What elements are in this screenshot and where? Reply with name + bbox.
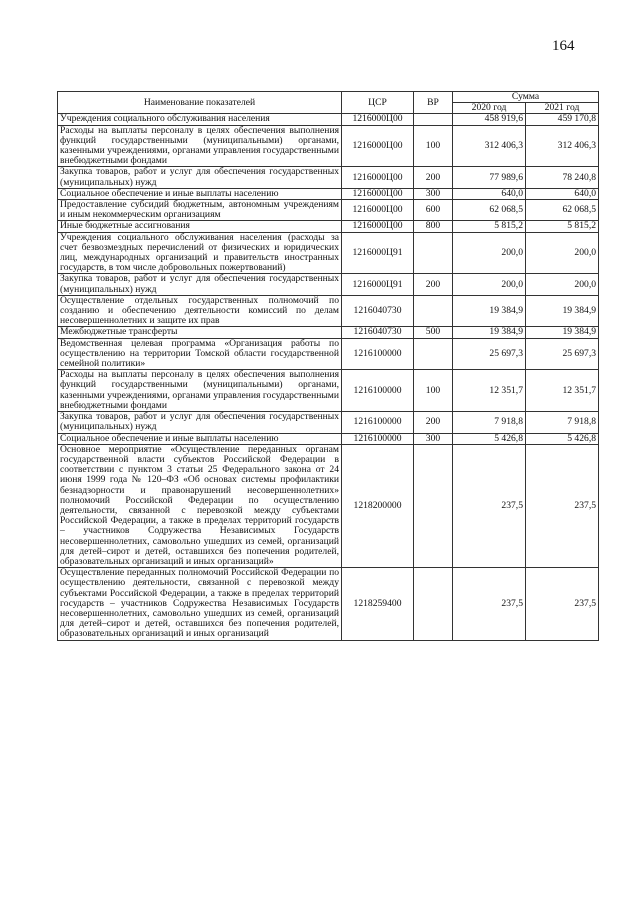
- header-year-2021: 2021 год: [526, 103, 599, 114]
- table-row: [58, 274, 599, 295]
- row-name: Социальное обеспечение и иные выплаты населению: [58, 188, 342, 199]
- row-sum-2020: 237,5: [453, 568, 526, 640]
- row-sum-2021: 78 240,8: [526, 167, 599, 188]
- row-name: Закупка товаров, работ и услуг для обеспечения государственных (муниципальных) нужд: [58, 274, 342, 295]
- row-csr: 1216000Ц91: [342, 232, 414, 274]
- row-sum-2021: 62 068,5: [526, 200, 599, 221]
- row-vr: 800: [414, 221, 453, 232]
- row-name: Межбюджетные трансферты: [58, 327, 342, 338]
- row-name: Социальное обеспечение и иные выплаты населению: [58, 433, 342, 444]
- row-csr: 1216000Ц00: [342, 221, 414, 232]
- row-sum-2020: 19 384,9: [453, 327, 526, 338]
- table-row: [58, 444, 599, 567]
- row-vr: 300: [414, 188, 453, 199]
- row-sum-2021: 19 384,9: [526, 327, 599, 338]
- table-row: [58, 338, 599, 370]
- row-csr: 1216000Ц91: [342, 274, 414, 295]
- row-csr: 1218200000: [342, 444, 414, 567]
- row-csr: 1216000Ц00: [342, 125, 414, 167]
- row-name: Основное мероприятие «Осуществление переданных органам государственной власти субъектов Российской Федерации в соответствии с пунктом 3 статьи 25 Федерального закона от 24 июня 1999 года № 120–ФЗ «Об основах системы профилактики безнадзорности и правонарушений несовершеннолетних» полномочий Российской Федерации по осуществлению деятельности, связанной с перевозкой между субъектами Российской Федерации, а также в пределах территорий государств – участников Содружества Независимых Государств несовершеннолетних, самовольно ушедших из семей, организаций для детей–сирот и детей, оставшихся без попечения родителей, образовательных организаций и иных организаций»: [58, 444, 342, 567]
- row-name: Расходы на выплаты персоналу в целях обеспечения выполнения функций государственными (муниципальными) органами, казенными учреждениями, органами управления государственными внебюджетными фондами: [58, 125, 342, 167]
- row-sum-2020: 200,0: [453, 274, 526, 295]
- table-row: [58, 125, 599, 167]
- table-row: [58, 370, 599, 412]
- row-name: Иные бюджетные ассигнования: [58, 221, 342, 232]
- table-row: [58, 188, 599, 199]
- table-row: [58, 327, 599, 338]
- row-csr: 1216000Ц00: [342, 167, 414, 188]
- row-sum-2021: 5 426,8: [526, 433, 599, 444]
- row-sum-2020: 19 384,9: [453, 295, 526, 327]
- table-row: [58, 221, 599, 232]
- row-name: Расходы на выплаты персоналу в целях обеспечения выполнения функций государственными (муниципальными) органами, казенными учреждениями, органами управления государственными внебюджетными фондами: [58, 370, 342, 412]
- header-year-2020: 2020 год: [453, 103, 526, 114]
- row-csr: 1216000Ц00: [342, 188, 414, 199]
- row-sum-2021: 5 815,2: [526, 221, 599, 232]
- row-sum-2021: 19 384,9: [526, 295, 599, 327]
- table-row: [58, 200, 599, 221]
- table-header: [58, 92, 599, 114]
- header-csr: ЦСР: [342, 92, 414, 114]
- table-row: [58, 114, 599, 125]
- row-vr: 300: [414, 433, 453, 444]
- row-sum-2020: 77 989,6: [453, 167, 526, 188]
- page-number: 164: [552, 38, 575, 54]
- row-sum-2021: 237,5: [526, 444, 599, 567]
- row-name: Учреждения социального обслуживания населения (расходы за счет безвозмездных перечислений от физических и юридических лиц, международных организаций и правительств иностранных государств, в том числе добровольных пожертвований): [58, 232, 342, 274]
- row-name: Учреждения социального обслуживания населения: [58, 114, 342, 125]
- row-name: Закупка товаров, работ и услуг для обеспечения государственных (муниципальных) нужд: [58, 412, 342, 433]
- row-vr: 200: [414, 274, 453, 295]
- row-csr: 1216000Ц00: [342, 200, 414, 221]
- table-row: [58, 433, 599, 444]
- row-sum-2020: 200,0: [453, 232, 526, 274]
- row-sum-2021: 459 170,8: [526, 114, 599, 125]
- row-sum-2021: 200,0: [526, 232, 599, 274]
- row-sum-2020: 25 697,3: [453, 338, 526, 370]
- row-sum-2021: 25 697,3: [526, 338, 599, 370]
- row-vr: [414, 568, 453, 640]
- row-csr: 1216100000: [342, 412, 414, 433]
- row-csr: 1216040730: [342, 327, 414, 338]
- row-sum-2020: 5 815,2: [453, 221, 526, 232]
- table-row: [58, 232, 599, 274]
- row-sum-2020: 458 919,6: [453, 114, 526, 125]
- row-vr: 500: [414, 327, 453, 338]
- row-sum-2021: 312 406,3: [526, 125, 599, 167]
- table-row: [58, 295, 599, 327]
- row-sum-2020: 237,5: [453, 444, 526, 567]
- row-vr: 200: [414, 167, 453, 188]
- row-vr: [414, 114, 453, 125]
- header-vr: ВР: [414, 92, 453, 114]
- row-vr: [414, 295, 453, 327]
- row-name: Предоставление субсидий бюджетным, автономным учреждениям и иным некоммерческим организациям: [58, 200, 342, 221]
- row-csr: 1216040730: [342, 295, 414, 327]
- row-sum-2021: 7 918,8: [526, 412, 599, 433]
- row-vr: 600: [414, 200, 453, 221]
- row-sum-2020: 312 406,3: [453, 125, 526, 167]
- row-name: Ведомственная целевая программа «Организация работы по осуществлению на территории Томской области государственной семейной политики»: [58, 338, 342, 370]
- row-sum-2020: 12 351,7: [453, 370, 526, 412]
- row-csr: 1218259400: [342, 568, 414, 640]
- row-sum-2020: 5 426,8: [453, 433, 526, 444]
- row-sum-2021: 200,0: [526, 274, 599, 295]
- row-csr: 1216100000: [342, 370, 414, 412]
- table-body: [58, 114, 599, 640]
- table-row: [58, 167, 599, 188]
- row-vr: 100: [414, 125, 453, 167]
- table-row: [58, 568, 599, 640]
- row-csr: 1216100000: [342, 338, 414, 370]
- row-sum-2021: 12 351,7: [526, 370, 599, 412]
- budget-table: [57, 91, 599, 641]
- row-vr: 200: [414, 412, 453, 433]
- row-vr: [414, 232, 453, 274]
- row-sum-2020: 640,0: [453, 188, 526, 199]
- table-row: [58, 412, 599, 433]
- row-name: Осуществление переданных полномочий Российской Федерации по осуществлению деятельности, связанной с перевозкой между субъектами Российской Федерации, а также в пределах территорий государств – участников Содружества Независимых Государств несовершеннолетних, самовольно ушедших из семей, организаций для детей–сирот и детей, оставшихся без попечения родителей, образовательных организаций и иных организаций: [58, 568, 342, 640]
- row-sum-2021: 237,5: [526, 568, 599, 640]
- row-sum-2021: 640,0: [526, 188, 599, 199]
- row-vr: [414, 444, 453, 567]
- row-sum-2020: 7 918,8: [453, 412, 526, 433]
- row-vr: 100: [414, 370, 453, 412]
- row-name: Осуществление отдельных государственных полномочий по созданию и обеспечению деятельности комиссий по делам несовершеннолетних и защите их прав: [58, 295, 342, 327]
- row-name: Закупка товаров, работ и услуг для обеспечения государственных (муниципальных) нужд: [58, 167, 342, 188]
- header-sum: Сумма: [453, 92, 599, 103]
- row-csr: 1216000Ц00: [342, 114, 414, 125]
- row-csr: 1216100000: [342, 433, 414, 444]
- header-name: Наименование показателей: [58, 92, 342, 114]
- row-sum-2020: 62 068,5: [453, 200, 526, 221]
- row-vr: [414, 338, 453, 370]
